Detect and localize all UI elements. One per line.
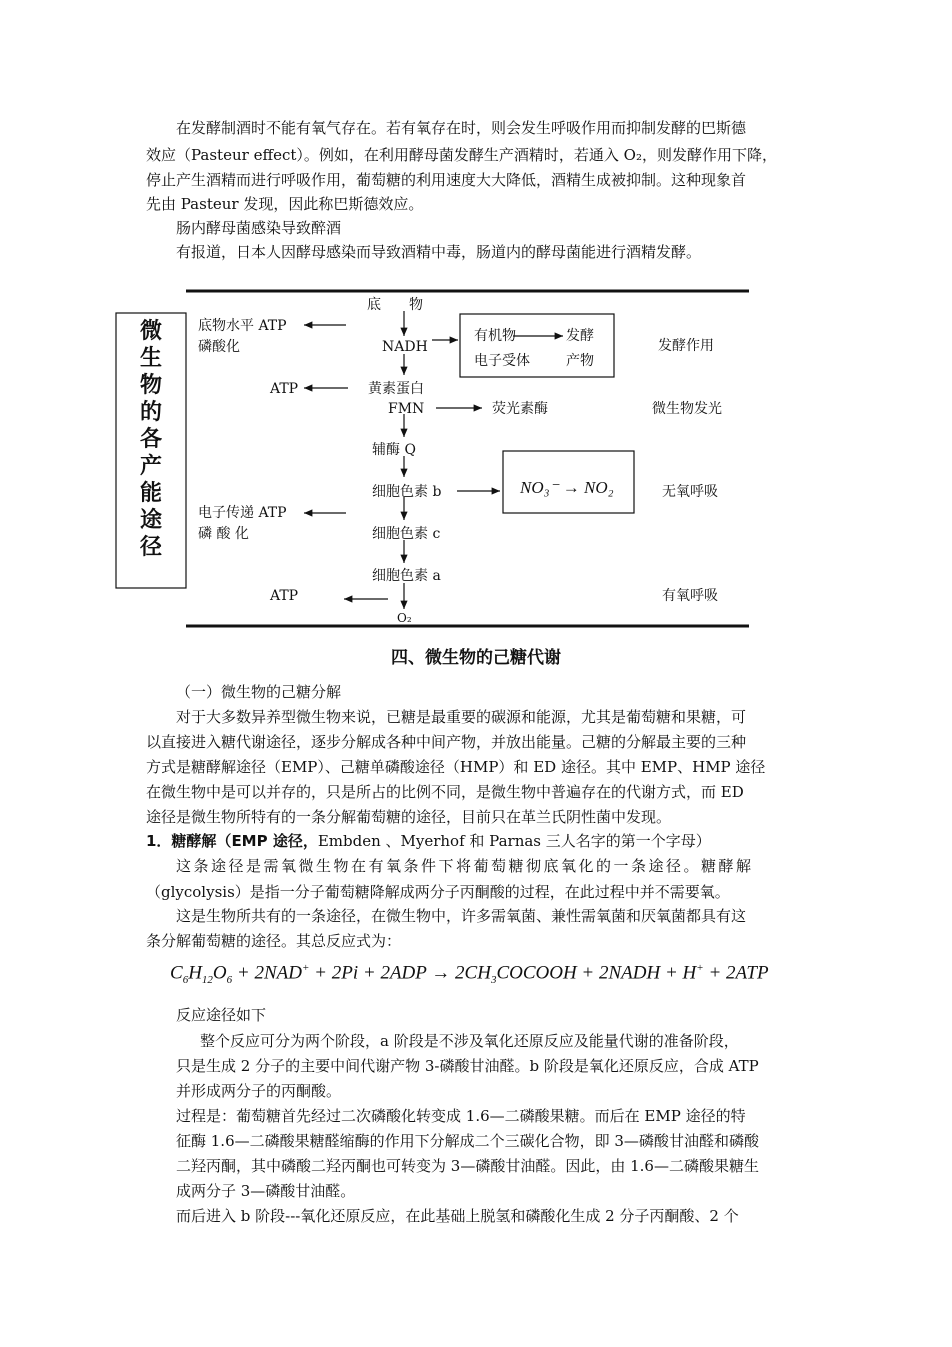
diagram-side-title: 微 生 物 的 各 产 能 途 径 [139, 319, 162, 560]
text-line: 二羟丙酮，其中磷酸二羟丙酮也可转变为 3—磷酸甘油醛。因此，由 1.6—二磷酸果糖生 [176, 1157, 759, 1175]
oxygen-label: O₂ [397, 611, 412, 625]
atp-label-2: ATP [270, 588, 299, 604]
substrate-label: 底 物 [367, 297, 423, 313]
fermentation-label: 发酵作用 [658, 338, 714, 354]
text-line: 效应（Pasteur effect）。例如，在利用酵母菌发酵生产酒精时，若通入 O₂，则发酵作用下降， [146, 146, 777, 164]
aerobic-respiration-label: 有氧呼吸 [662, 588, 718, 604]
cytochrome-b-label: 细胞色素 b [372, 484, 442, 500]
substrate-level-phos: 磷酸化 [198, 339, 240, 355]
nitrate-reduction-label: NO₃⁻ → NO₂ [520, 478, 614, 497]
text-line: 在发酵制酒时不能有氧气存在。若有氧存在时，则会发生呼吸作用而抑制发酵的巴斯德 [176, 119, 747, 137]
text-line: 成两分子 3—磷酸甘油醛。 [176, 1182, 356, 1200]
cytochrome-a-label: 细胞色素 a [372, 568, 441, 584]
pathway-label: 反应途径如下 [176, 1006, 267, 1024]
text-line: 这条途径是需氧微生物在有氧条件下将葡萄糖彻底氧化的一条途径。糖酵解 [176, 857, 754, 875]
text-line: 并形成两分子的丙酮酸。 [176, 1082, 342, 1100]
section-title: 四、微生物的己糖代谢 [391, 648, 561, 668]
fermentation-product-top: 发酵 [566, 328, 594, 344]
electron-transport-atp: 电子传递 ATP [198, 505, 287, 521]
intro-heading: 肠内酵母菌感染导致醉酒 [176, 219, 342, 237]
text-line: 这是生物所共有的一条途径，在微生物中，许多需氧菌、兼性需氧菌和厌氧菌都具有这 [176, 907, 747, 925]
bioluminescence-label: 微生物发光 [652, 401, 722, 417]
text-line: 整个反应可分为两个阶段，a 阶段是不涉及氧化还原反应及能量代谢的准备阶段， [200, 1032, 739, 1050]
text-line: 征酶 1.6—二磷酸果糖醛缩酶的作用下分解成二个三碳化合物，即 3—磷酸甘油醛和磷酸 [176, 1132, 759, 1150]
substrate-level-atp: 底物水平 ATP [198, 318, 287, 334]
text-line: 方式是糖酵解途径（EMP）、己糖单磷酸途径（HMP）和 ED 途径。其中 EMP、HMP 途径 [146, 758, 766, 776]
text-line: 在微生物中是可以并存的，只是所占的比例不同，是微生物中普遍存在的代谢方式，而 ED [146, 783, 744, 801]
subsection-title: （一）微生物的己糖分解 [176, 683, 342, 701]
text-line: 途径是微生物所特有的一条分解葡萄糖的途径，目前只在革兰氏阴性菌中发现。 [146, 808, 672, 826]
nitrate-box [503, 451, 634, 513]
coenzyme-q-label: 辅酶 Q [372, 442, 416, 458]
text-line: 条分解葡萄糖的途径。其总反应式为： [146, 932, 402, 950]
flavoprotein-label: 黄素蛋白 [368, 381, 424, 397]
stage-b-paragraph: 而后进入 b 阶段---氧化还原反应，在此基础上脱氢和磷酸化生成 2 分子丙酮酸、2 个 [176, 1207, 739, 1225]
text-line: （glycolysis）是指一分子葡萄糖降解成两分子丙酮酸的过程，在此过程中并不需要氧。 [146, 883, 730, 901]
organic-label: 有机物 [474, 328, 516, 344]
anaerobic-respiration-label: 无氧呼吸 [662, 484, 718, 500]
atp-label-1: ATP [270, 381, 299, 397]
reaction-equation: $C_6H_{12}O_6 + 2NAD^+ + 2Pi + 2ADP$ → $2CH_3COCOOH$ + 2NADH + H+ + 2ATP [170, 962, 769, 987]
electron-transport-phos: 磷 酸 化 [198, 526, 249, 542]
text-line: 以直接进入糖代谢途径，逐步分解成各种中间产物，并放出能量。己糖的分解最主要的三种 [146, 733, 747, 751]
intro-paragraph-2: 有报道，日本人因酵母感染而导致酒精中毒，肠道内的酵母菌能进行酒精发酵。 [176, 243, 702, 261]
nadh-label: NADH [382, 339, 428, 355]
fermentation-product-bottom: 产物 [566, 353, 594, 369]
text-line: 只是生成 2 分子的主要中间代谢产物 3-磷酸甘油醛。b 阶段是氧化还原反应，合成 ATP [176, 1057, 759, 1075]
cytochrome-c-label: 细胞色素 c [372, 526, 441, 542]
text-line: 先由 Pasteur 发现，因此称巴斯德效应。 [146, 195, 424, 213]
glycolysis-heading: 1．糖酵解（EMP 途径，Embden 、Myerhof 和 Parnas 三人名字的第一个字母） [146, 832, 711, 850]
text-line: 对于大多数异养型微生物来说，已糖是最重要的碳源和能源，尤其是葡萄糖和果糖，可 [176, 708, 747, 726]
luciferase-label: 荧光素酶 [492, 401, 548, 417]
electron-acceptor-label: 电子受体 [474, 353, 530, 369]
fermentation-box [460, 314, 614, 377]
text-line: 停止产生酒精而进行呼吸作用，葡萄糖的利用速度大大降低，酒精生成被抑制。这种现象首 [146, 171, 747, 189]
fmn-label: FMN [388, 401, 425, 417]
text-line: 过程是：葡萄糖首先经过二次磷酸化转变成 1.6—二磷酸果糖。而后在 EMP 途径的特 [176, 1107, 746, 1125]
